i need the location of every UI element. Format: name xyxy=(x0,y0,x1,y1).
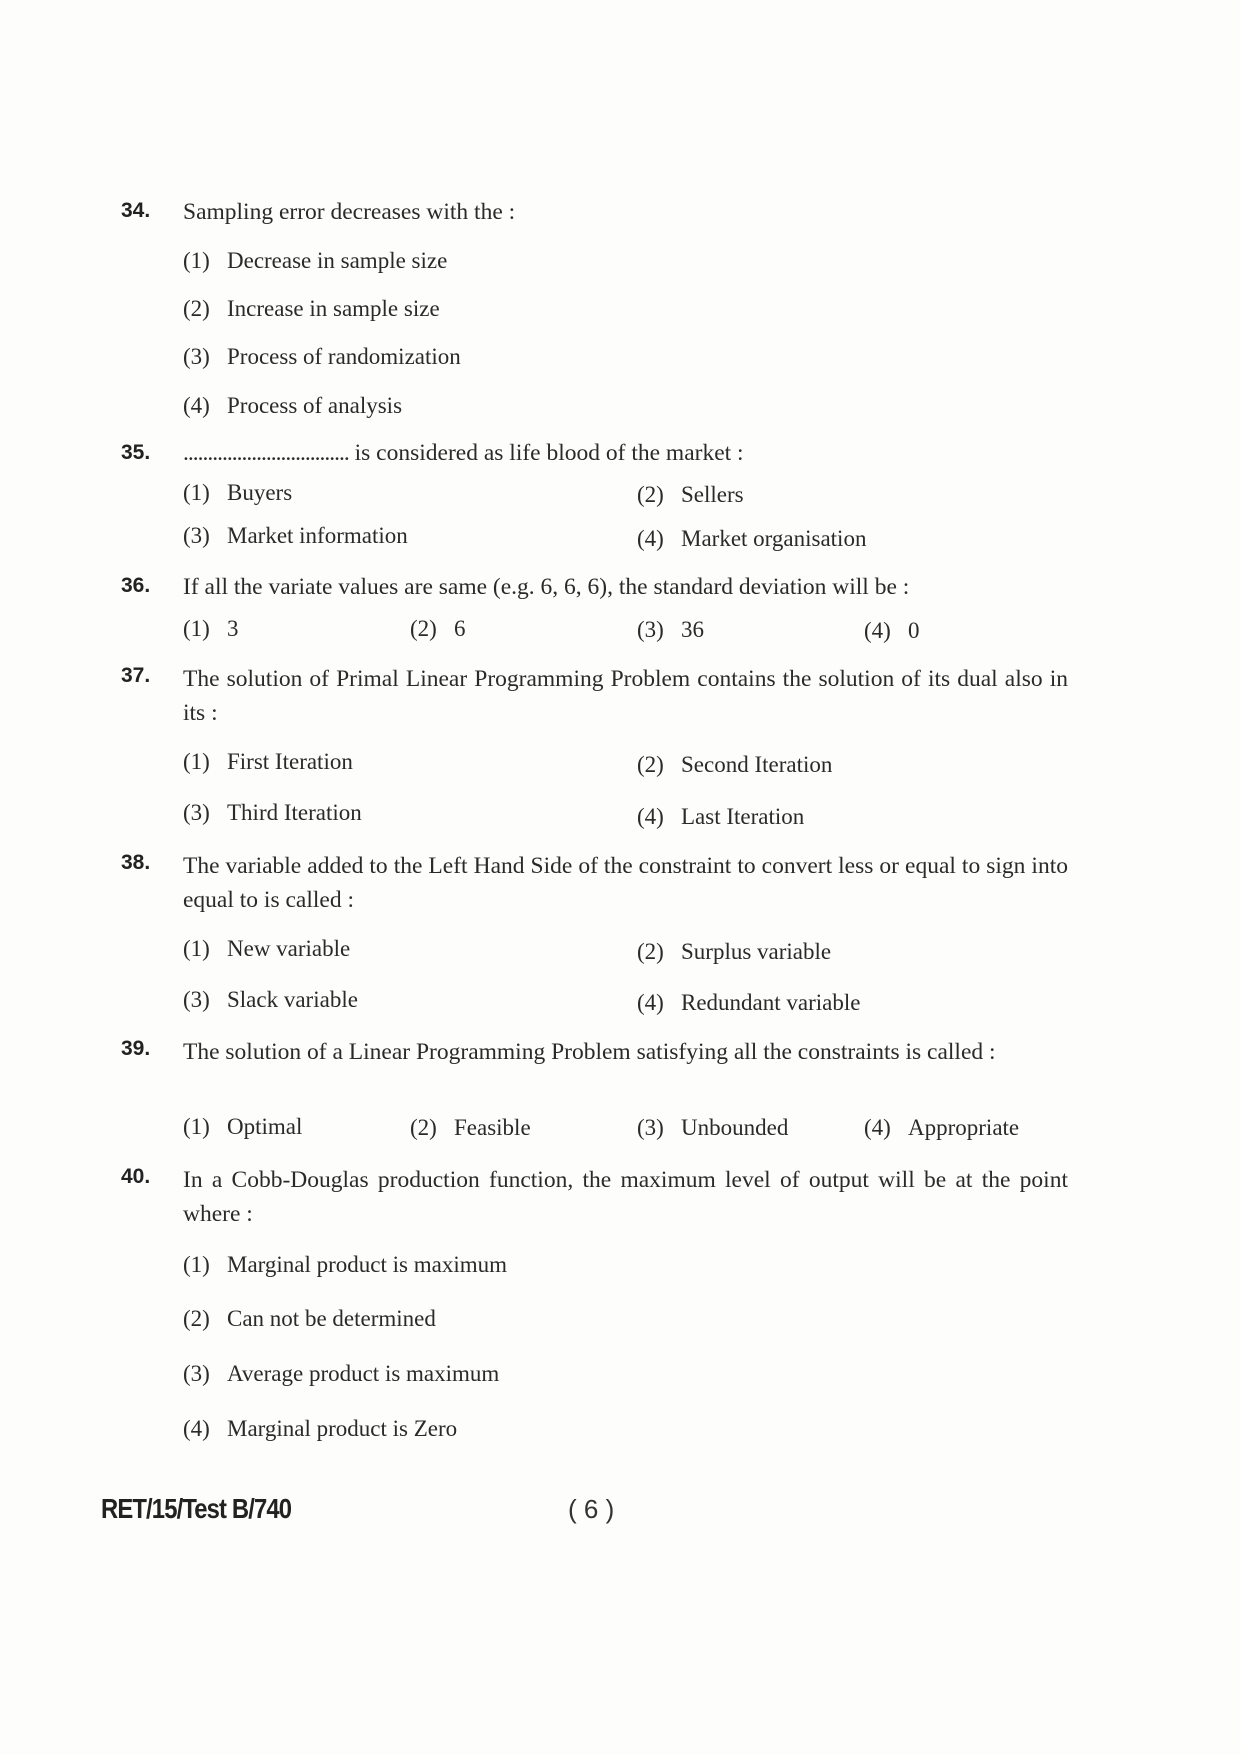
option-2: (2) Second Iteration xyxy=(637,752,833,777)
option-3: (3) Unbounded xyxy=(637,1115,789,1140)
question-text: If all the variate values are same (e.g. 6, 6, 6), the standard deviation will be : xyxy=(183,574,910,600)
option-1: (1) New variable xyxy=(183,936,351,961)
option-1: (1) 3 xyxy=(183,616,239,641)
option-4: (4) Last Iteration xyxy=(637,804,805,829)
option-3: (3) Process of randomization xyxy=(183,344,461,369)
option-1: (1) Decrease in sample size xyxy=(183,248,448,273)
option-2: (2) Increase in sample size xyxy=(183,296,440,321)
option-3: (3) 36 xyxy=(637,617,704,642)
question-number: 38. xyxy=(121,851,151,874)
question-number: 34. xyxy=(121,199,151,222)
option-4: (4) Redundant variable xyxy=(637,990,861,1015)
answer-blank: .................................. xyxy=(183,440,349,466)
question-number: 35. xyxy=(121,441,151,464)
option-2: (2) Feasible xyxy=(410,1115,531,1140)
option-4: (4) Marginal product is Zero xyxy=(183,1416,458,1441)
option-4: (4) Market organisation xyxy=(637,526,867,551)
option-2: (2) Surplus variable xyxy=(637,939,832,964)
option-2: (2) 6 xyxy=(410,616,466,641)
option-4: (4) 0 xyxy=(864,618,920,643)
question-number: 39. xyxy=(121,1037,151,1060)
question-text: .................................. is considered as life blood of the market : xyxy=(183,440,744,466)
question-number: 40. xyxy=(121,1165,151,1188)
option-4: (4) Process of analysis xyxy=(183,393,403,418)
question-text: The variable added to the Left Hand Side of the constraint to convert less or equal to sign into equal to is called : xyxy=(183,853,1068,913)
question-number: 36. xyxy=(121,574,151,597)
question-text: The solution of Primal Linear Programming Problem contains the solution of its dual also in its : xyxy=(183,666,1068,726)
option-1: (1) Buyers xyxy=(183,480,293,505)
test-code: RET/15/Test B/740 xyxy=(101,1493,292,1524)
option-2: (2) Sellers xyxy=(637,482,744,507)
page-number: ( 6 ) xyxy=(568,1494,615,1524)
option-4: (4) Appropriate xyxy=(864,1115,1020,1140)
option-1: (1) Optimal xyxy=(183,1114,303,1139)
question-text: In a Cobb-Douglas production function, the maximum level of output will be at the point where : xyxy=(183,1167,1068,1227)
question-text: The solution of a Linear Programming Problem satisfying all the constraints is called : xyxy=(183,1039,996,1065)
option-3: (3) Slack variable xyxy=(183,987,358,1012)
option-3: (3) Average product is maximum xyxy=(183,1361,500,1386)
option-3: (3) Third Iteration xyxy=(183,800,362,825)
option-1: (1) First Iteration xyxy=(183,749,353,774)
question-text: Sampling error decreases with the : xyxy=(183,199,516,225)
question-number: 37. xyxy=(121,664,151,687)
option-2: (2) Can not be determined xyxy=(183,1306,436,1331)
option-1: (1) Marginal product is maximum xyxy=(183,1252,508,1277)
option-3: (3) Market information xyxy=(183,523,408,548)
